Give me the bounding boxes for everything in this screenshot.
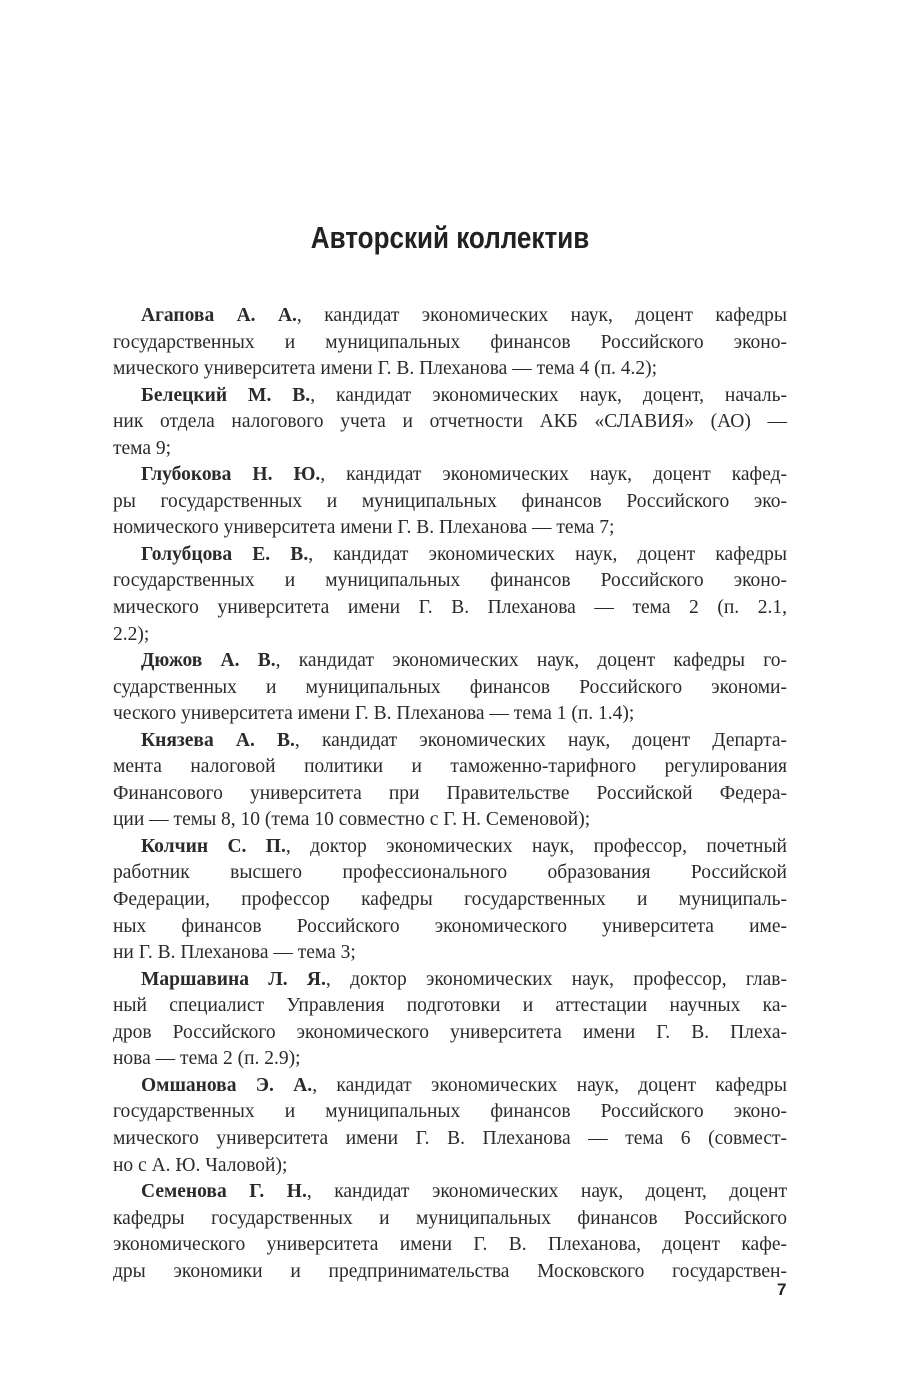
text-line	[113, 807, 787, 834]
text-line	[113, 622, 787, 649]
author-description: , кандидат экономических наук, доцент, доцент	[306, 1181, 787, 1203]
text-line	[113, 887, 787, 914]
text-line	[113, 1126, 787, 1153]
author-description: 2.2);	[113, 623, 150, 645]
text-line	[113, 1259, 787, 1286]
text-line	[113, 1099, 787, 1126]
text-line	[113, 1232, 787, 1259]
author-description: тема 9;	[113, 437, 172, 459]
text-line	[113, 1046, 787, 1073]
author-description: мического университета имени Г. В. Плеханова — тема 6 (совмест-	[113, 1127, 787, 1149]
author-entry	[113, 383, 787, 463]
author-entry	[113, 303, 787, 383]
author-name: Омшанова Э. А.	[141, 1074, 313, 1096]
text-line	[113, 754, 787, 781]
author-description: государственных и муниципальных финансов Российского эконо-	[113, 1101, 787, 1123]
author-entry	[113, 1179, 787, 1285]
author-entry	[113, 834, 787, 967]
author-list	[113, 303, 787, 1285]
text-line	[113, 489, 787, 516]
text-line	[113, 1073, 787, 1100]
text-line	[113, 648, 787, 675]
author-description: , кандидат экономических наук, доцент кафед-	[320, 464, 788, 486]
author-name: Белецкий М. В.	[141, 384, 311, 406]
text-line	[113, 462, 787, 489]
author-description: сударственных и муниципальных финансов Российского экономи-	[113, 676, 787, 698]
author-description: ный специалист Управления подготовки и аттестации научных ка-	[113, 995, 787, 1017]
author-description: ных финансов Российского экономического университета име-	[113, 915, 787, 937]
author-description: , кандидат экономических наук, доцент кафедры	[312, 1074, 787, 1096]
text-line	[113, 383, 787, 410]
author-description: ник отдела налогового учета и отчетности АКБ «СЛАВИЯ» (АО) —	[113, 411, 787, 433]
author-description: мента налоговой политики и таможенно-тарифного регулирования	[113, 756, 787, 778]
author-entry	[113, 648, 787, 728]
author-description: , кандидат экономических наук, доцент кафедры	[296, 305, 787, 326]
author-entry	[113, 728, 787, 834]
author-description: Финансового университета при Правительстве Российской Федера-	[113, 782, 787, 804]
author-entry	[113, 462, 787, 542]
author-description: ни Г. В. Плеханова — тема 3;	[113, 942, 356, 964]
text-line	[113, 940, 787, 967]
author-description: мического университета имени Г. В. Плеханова — тема 2 (п. 2.1,	[113, 597, 787, 619]
text-line	[113, 409, 787, 436]
text-line	[113, 1179, 787, 1206]
author-description: , кандидат экономических наук, доцент кафедры	[308, 543, 788, 565]
page-number: 7	[777, 1280, 787, 1299]
text-line	[113, 914, 787, 941]
author-description: государственных и муниципальных финансов Российского эконо-	[113, 570, 787, 592]
text-line	[113, 993, 787, 1020]
text-line	[113, 1020, 787, 1047]
author-name: Князева А. В.	[141, 729, 295, 751]
author-description: мического университета имени Г. В. Плеханова — тема 4 (п. 4.2);	[113, 358, 658, 380]
author-entry	[113, 1073, 787, 1179]
text-line	[113, 1153, 787, 1180]
author-description: но с А. Ю. Чаловой);	[113, 1154, 288, 1176]
author-description: , кандидат экономических наук, доцент Департа-	[294, 729, 787, 751]
author-description: работник высшего профессионального образования Российской	[113, 862, 787, 884]
text-line	[113, 330, 787, 357]
text-line	[113, 1206, 787, 1233]
author-name: Колчин С. П.	[141, 835, 286, 857]
author-description: , доктор экономических наук, профессор, почетный	[285, 835, 787, 857]
text-line	[113, 303, 787, 330]
text-line	[113, 834, 787, 861]
author-description: государственных и муниципальных финансов Российского эконо-	[113, 331, 787, 353]
author-description: , кандидат экономических наук, доцент, началь-	[310, 384, 787, 406]
author-entry	[113, 542, 787, 648]
author-name: Дюжов А. В.	[141, 650, 276, 672]
author-description: кафедры государственных и муниципальных финансов Российского	[113, 1207, 787, 1229]
author-description: нова — тема 2 (п. 2.9);	[113, 1048, 301, 1070]
text-line	[113, 967, 787, 994]
text-line	[113, 781, 787, 808]
author-name: Маршавина Л. Я.	[141, 968, 326, 990]
text-line	[113, 436, 787, 463]
author-description: дры экономики и предпринимательства Московского государствен-	[113, 1260, 787, 1282]
text-line	[113, 860, 787, 887]
author-description: , кандидат экономических наук, доцент кафедры го-	[275, 650, 787, 672]
text-line	[113, 542, 787, 569]
text-line	[113, 568, 787, 595]
author-description: , доктор экономических наук, профессор, глав-	[325, 968, 787, 990]
author-description: экономического университета имени Г. В. Плеханова, доцент кафе-	[113, 1234, 787, 1256]
author-description: дров Российского экономического университета имени Г. В. Плеха-	[113, 1021, 787, 1043]
author-description: ции — темы 8, 10 (тема 10 совместно с Г. Н. Семеновой);	[113, 809, 591, 831]
text-line	[113, 675, 787, 702]
author-description: ры государственных и муниципальных финансов Российского эко-	[113, 490, 787, 512]
text-line	[113, 595, 787, 622]
text-line	[113, 515, 787, 542]
text-line	[113, 728, 787, 755]
author-name: Голубцова Е. В.	[141, 543, 309, 565]
text-line	[113, 701, 787, 728]
author-name: Агапова А. А.	[141, 305, 297, 326]
author-description: ческого университета имени Г. В. Плеханова — тема 1 (п. 1.4);	[113, 703, 635, 725]
author-name: Глубокова Н. Ю.	[141, 464, 321, 486]
author-name: Семенова Г. Н.	[141, 1181, 307, 1203]
author-description: Федерации, профессор кафедры государственных и муниципаль-	[113, 889, 787, 911]
text-line	[113, 356, 787, 383]
page-title: Авторский коллектив	[310, 220, 590, 255]
author-entry	[113, 967, 787, 1073]
author-description: номического университета имени Г. В. Плеханова — тема 7;	[113, 517, 615, 539]
